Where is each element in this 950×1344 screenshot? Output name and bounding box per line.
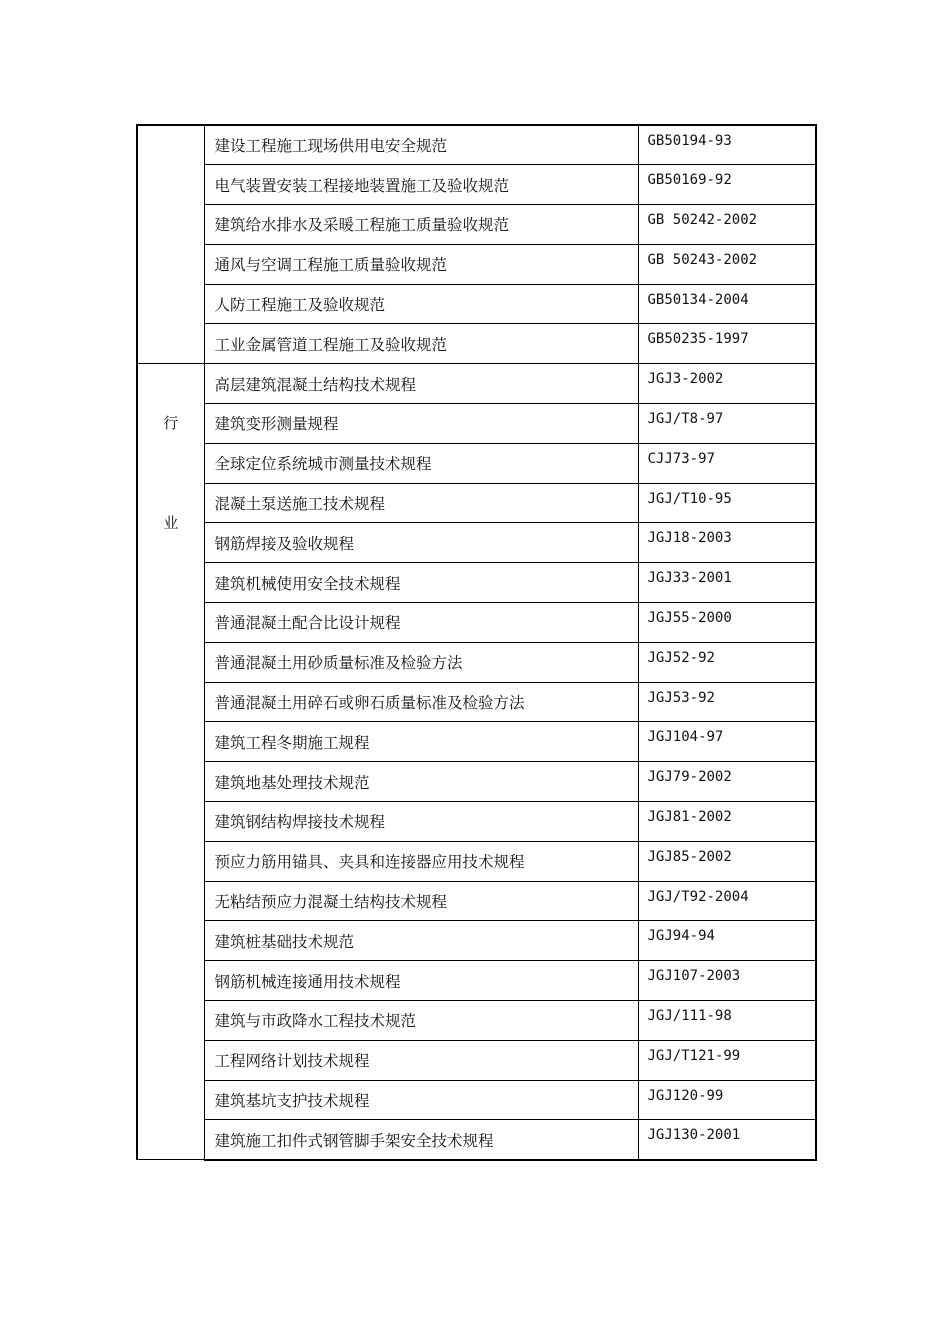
standard-name: 建筑机械使用安全技术规程 <box>204 563 638 603</box>
standards-table-container <box>136 124 815 1161</box>
standard-name: 混凝土泵送施工技术规程 <box>204 483 638 523</box>
standard-code: GB50169-92 <box>638 165 816 205</box>
standard-code: JGJ94-94 <box>638 921 816 961</box>
table-row <box>137 483 816 523</box>
standards-table <box>136 124 817 1161</box>
standard-code: JGJ130-2001 <box>638 1120 816 1160</box>
standard-code: JGJ53-92 <box>638 682 816 722</box>
standard-code: JGJ52-92 <box>638 642 816 682</box>
standard-code: JGJ18-2003 <box>638 523 816 563</box>
standard-name: 普通混凝土用碎石或卵石质量标准及检验方法 <box>204 682 638 722</box>
standard-code: JGJ/T92-2004 <box>638 881 816 921</box>
standard-code: JGJ85-2002 <box>638 841 816 881</box>
standard-name: 钢筋机械连接通用技术规程 <box>204 961 638 1001</box>
standard-code: JGJ3-2002 <box>638 364 816 404</box>
standard-code: JGJ/111-98 <box>638 1001 816 1041</box>
table-row <box>137 563 816 603</box>
table-row <box>137 1120 816 1160</box>
table-row <box>137 881 816 921</box>
table-row <box>137 762 816 802</box>
standard-name: 高层建筑混凝土结构技术规程 <box>204 364 638 404</box>
table-row <box>137 1080 816 1120</box>
standard-code: JGJ81-2002 <box>638 802 816 842</box>
table-row <box>137 921 816 961</box>
table-row <box>137 523 816 563</box>
standard-code: GB50235-1997 <box>638 324 816 364</box>
table-row <box>137 404 816 444</box>
standard-name: 建筑桩基础技术规范 <box>204 921 638 961</box>
standard-name: 预应力筋用锚具、夹具和连接器应用技术规程 <box>204 841 638 881</box>
table-row <box>137 284 816 324</box>
standard-code: JGJ120-99 <box>638 1080 816 1120</box>
standard-code: JGJ/T10-95 <box>638 483 816 523</box>
table-row <box>137 802 816 842</box>
standard-code: CJJ73-97 <box>638 443 816 483</box>
standard-name: 建设工程施工现场供用电安全规范 <box>204 125 638 165</box>
standard-name: 人防工程施工及验收规范 <box>204 284 638 324</box>
standard-name: 电气装置安装工程接地装置施工及验收规范 <box>204 165 638 205</box>
standard-name: 建筑钢结构焊接技术规程 <box>204 802 638 842</box>
category-label-char: 业 <box>163 514 179 533</box>
standard-code: JGJ/T8-97 <box>638 404 816 444</box>
standard-name: 钢筋焊接及验收规程 <box>204 523 638 563</box>
table-row <box>137 1001 816 1041</box>
standard-name: 建筑基坑支护技术规程 <box>204 1080 638 1120</box>
table-row <box>137 722 816 762</box>
table-row <box>137 1040 816 1080</box>
standard-code: GB50194-93 <box>638 125 816 165</box>
standard-name: 建筑给水排水及采暖工程施工质量验收规范 <box>204 205 638 245</box>
standard-name: 全球定位系统城市测量技术规程 <box>204 443 638 483</box>
standard-code: GB50134-2004 <box>638 284 816 324</box>
standard-code: JGJ104-97 <box>638 722 816 762</box>
category-label-char: 行 <box>163 414 179 433</box>
standard-code: JGJ33-2001 <box>638 563 816 603</box>
standard-code: JGJ79-2002 <box>638 762 816 802</box>
category-cell-national <box>137 125 204 364</box>
table-row <box>137 443 816 483</box>
standard-name: 建筑地基处理技术规范 <box>204 762 638 802</box>
table-row <box>137 603 816 643</box>
table-row <box>137 324 816 364</box>
standard-name: 建筑变形测量规程 <box>204 404 638 444</box>
category-cell-industry <box>137 364 204 1160</box>
table-row <box>137 364 816 404</box>
standard-code: JGJ/T121-99 <box>638 1040 816 1080</box>
table-row <box>137 682 816 722</box>
standard-name: 建筑工程冬期施工规程 <box>204 722 638 762</box>
standard-name: 工程网络计划技术规程 <box>204 1040 638 1080</box>
table-row <box>137 841 816 881</box>
standard-name: 通风与空调工程施工质量验收规范 <box>204 244 638 284</box>
standard-name: 建筑与市政降水工程技术规范 <box>204 1001 638 1041</box>
table-row <box>137 205 816 245</box>
standard-name: 工业金属管道工程施工及验收规范 <box>204 324 638 364</box>
standard-code: GB 50243-2002 <box>638 244 816 284</box>
table-row <box>137 961 816 1001</box>
standard-code: JGJ107-2003 <box>638 961 816 1001</box>
standard-name: 无粘结预应力混凝土结构技术规程 <box>204 881 638 921</box>
standard-name: 普通混凝土用砂质量标准及检验方法 <box>204 642 638 682</box>
standard-name: 普通混凝土配合比设计规程 <box>204 603 638 643</box>
standard-code: JGJ55-2000 <box>638 603 816 643</box>
table-row <box>137 642 816 682</box>
table-row <box>137 244 816 284</box>
table-row <box>137 125 816 165</box>
standard-code: GB 50242-2002 <box>638 205 816 245</box>
table-row <box>137 165 816 205</box>
standard-name: 建筑施工扣件式钢管脚手架安全技术规程 <box>204 1120 638 1160</box>
